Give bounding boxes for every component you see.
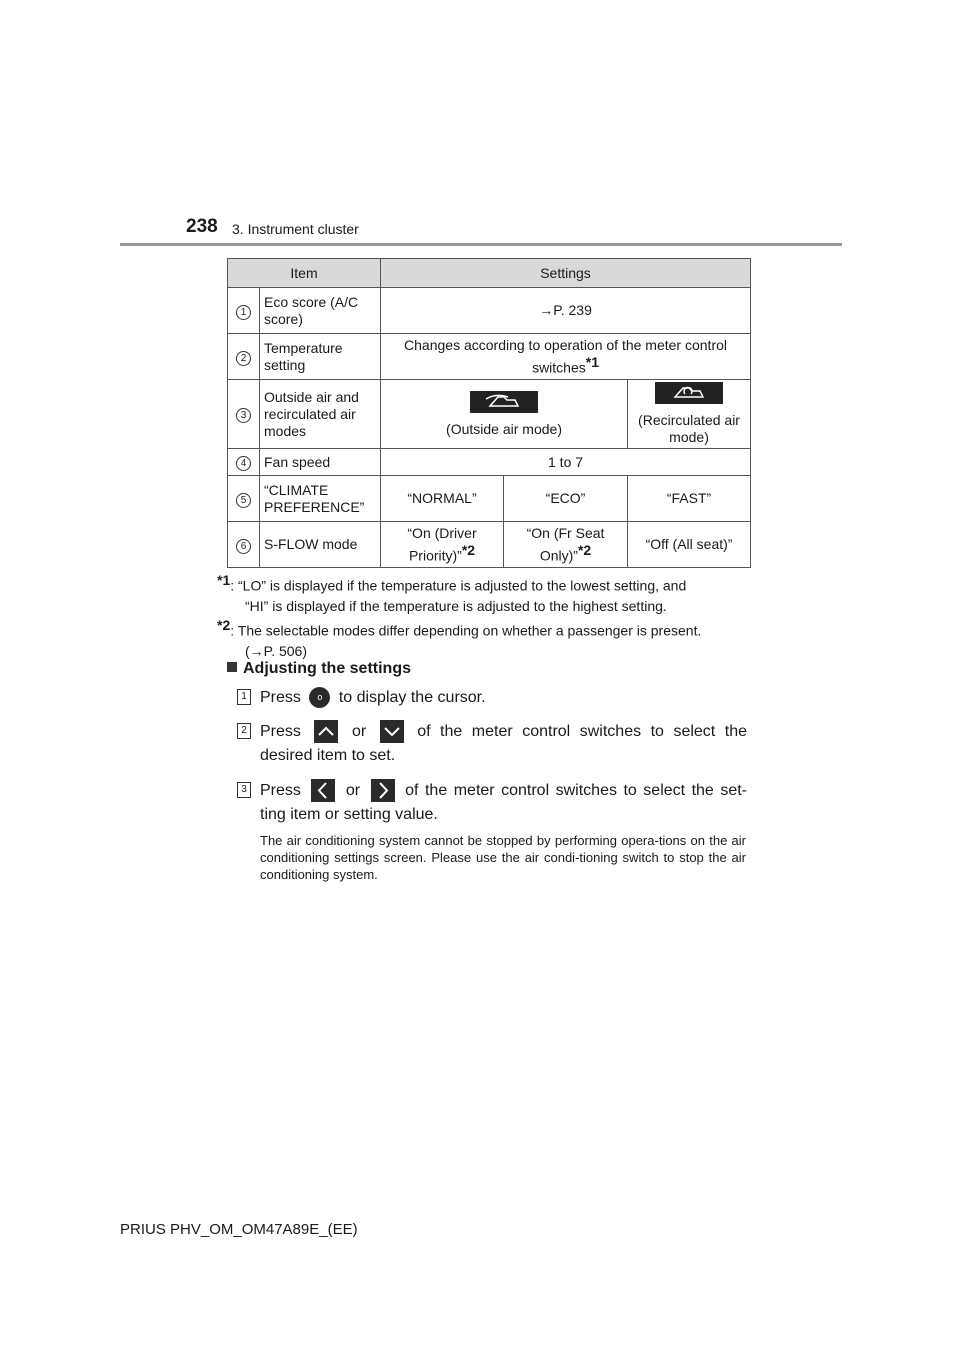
table-row (228, 288, 751, 334)
setting-cell: →P. 239 (381, 288, 751, 334)
footnote-mark: *2 (577, 541, 592, 558)
page-number: 238 (186, 216, 218, 237)
section-title: 3. Instrument cluster (232, 221, 359, 237)
row-number: 5 (236, 493, 251, 508)
col-header-settings: Settings (381, 259, 751, 288)
table-row (228, 334, 751, 380)
footnote-mark: *2 (461, 541, 476, 558)
outside-air-icon (470, 391, 538, 413)
footer-doc-id: PRIUS PHV_OM_OM47A89E_(EE) (120, 1221, 358, 1238)
footnote-text: : The selectable modes differ depending on whether a passenger is present. (230, 622, 702, 639)
row-number: 6 (236, 539, 251, 554)
setting-text: “On (Fr Seat Only)” (526, 524, 605, 564)
table-header (228, 259, 751, 288)
setting-cell: “FAST” (628, 476, 751, 522)
recirculated-air-icon (655, 382, 723, 404)
footnote-mark: *2 (217, 617, 231, 633)
footnote-1 (217, 570, 747, 616)
item-cell: Fan speed (260, 449, 381, 476)
setting-text: Changes according to operation of the meter control switches (404, 336, 728, 376)
setting-cell: “Off (All seat)” (628, 522, 751, 568)
table-row (228, 380, 751, 449)
row-number: 1 (236, 305, 251, 320)
col-header-item: Item (228, 259, 381, 288)
table-row (228, 449, 751, 476)
item-cell: Eco score (A/C score) (260, 288, 381, 334)
settings-table (227, 258, 751, 568)
item-cell: “CLIMATE PREFERENCE” (260, 476, 381, 522)
outside-air-label: (Outside air mode) (446, 420, 562, 437)
row-number: 4 (236, 456, 251, 471)
step-number: 2 (237, 723, 251, 739)
setting-cell (381, 334, 751, 380)
square-bullet-icon (227, 662, 237, 672)
header-rule (120, 243, 842, 246)
item-cell: Temperature setting (260, 334, 381, 380)
item-cell: Outside air and recirculated air modes (260, 380, 381, 449)
setting-text: “On (Driver Priority)” (407, 524, 477, 564)
footnote-mark: *1 (217, 572, 231, 588)
note-text: The air conditioning system cannot be stopped by performing opera-tions on the air conditioning settings screen. Please use the air condi-tioning switch to stop the air conditioning system. (260, 833, 746, 882)
footnote-mark: *1 (585, 353, 599, 370)
ok-button-icon: o (309, 687, 330, 708)
section-heading: Adjusting the settings (227, 660, 411, 678)
footnote-text: : “LO” is displayed if the temperature is adjusted to the lowest setting, and (230, 577, 687, 594)
setting-cell: 1 to 7 (381, 449, 751, 476)
table-row (228, 476, 751, 522)
step-2: 2 Press or of the meter control switches to select the desired item to set. (237, 720, 747, 768)
setting-cell: “ECO” (504, 476, 628, 522)
setting-cell: “NORMAL” (381, 476, 504, 522)
step-number: 3 (237, 782, 251, 798)
footnote-2 (217, 615, 747, 661)
row-number: 3 (236, 408, 251, 423)
table-row (228, 522, 751, 568)
footnote-continuation: (→P. 506) (245, 642, 307, 659)
row-number: 2 (236, 351, 251, 366)
down-arrow-button-icon (380, 720, 404, 743)
item-cell: S-FLOW mode (260, 522, 381, 568)
up-arrow-button-icon (314, 720, 338, 743)
recirculated-air-label: (Recirculated air mode) (638, 412, 740, 445)
left-arrow-button-icon (311, 779, 335, 802)
right-arrow-button-icon (371, 779, 395, 802)
step-number: 1 (237, 689, 251, 705)
footnote-continuation: “HI” is displayed if the temperature is adjusted to the highest setting. (245, 597, 667, 614)
step-3: 3 Press or of the meter control switches to select the set-ting item or setting value. (237, 779, 747, 827)
step-1: 1 Press o to display the cursor. (237, 686, 747, 710)
